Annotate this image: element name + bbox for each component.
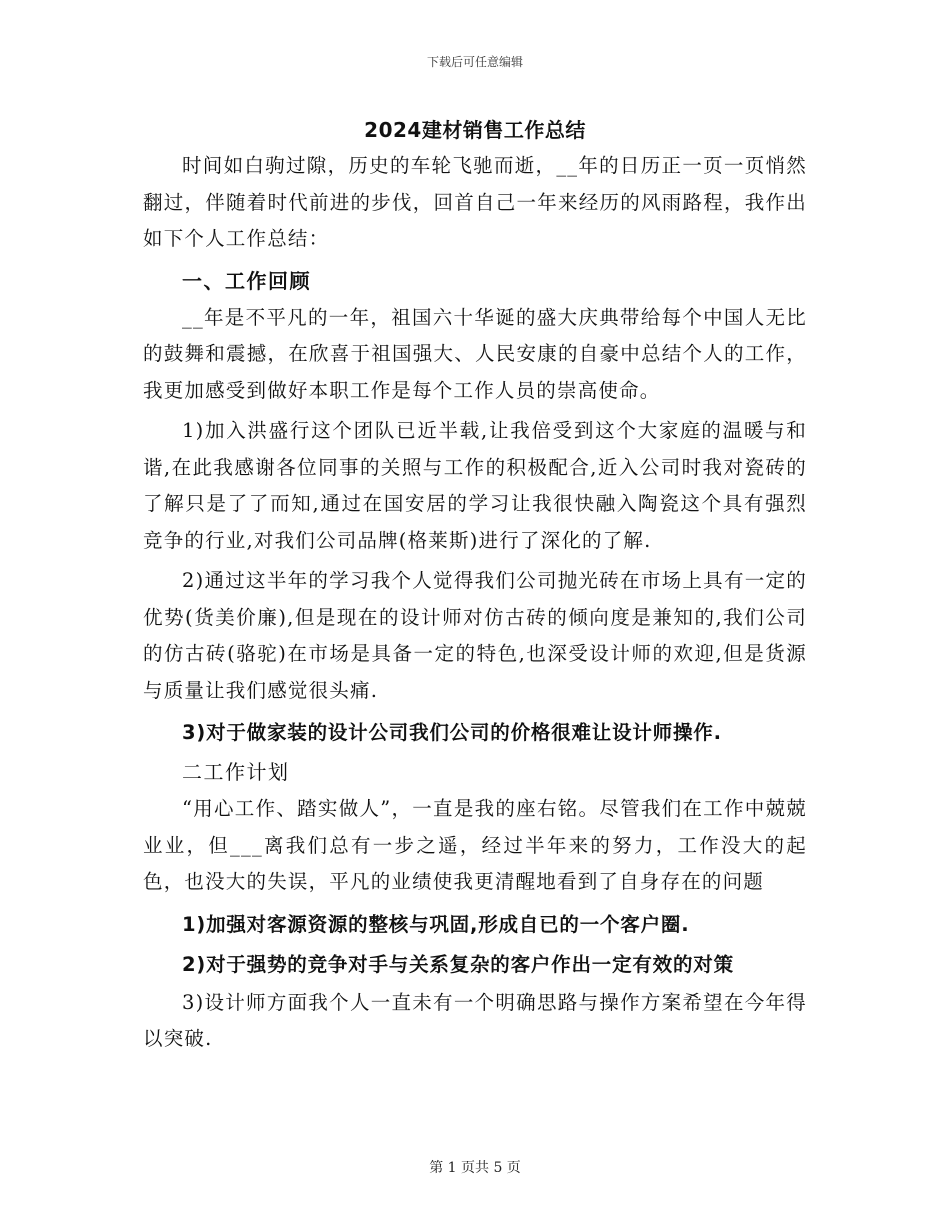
page-footer: 第 1 页共 5 页 [429,1160,521,1176]
review-paragraph: __年是不平凡的一年，祖国六十华诞的盛大庆典带给每个中国人无比的鼓舞和震撼，在欣喜于祖国强大、人民安康的自豪中总结个人的工作，我更加感受到做好本职工作是每个工作人员的崇高使命。 [143,305,807,402]
plan-item-3: 3)设计师方面我个人一直未有一个明确思路与操作方案希望在今年得以突破. [143,990,807,1050]
intro-paragraph: 时间如白驹过隙，历史的车轮飞驰而逝，__年的日历正一页一页悄然翻过，伴随着时代前进的步伐，回首自己一年来经历的风雨路程，我作出如下个人工作总结： [143,154,807,250]
page-header: 下载后可任意编辑 [426,55,523,69]
plan-item-1: 1)加强对客源资源的整核与巩固,形成自已的一个客户圈. [182,912,690,936]
review-item-1: 1)加入洪盛行这个团队已近半载,让我倍受到这个大家庭的温暖与和谐,在此我感谢各位同事的关照与工作的积极配合,近入公司时我对瓷砖的了解只是了了而知,通过在国安居的学习让我很快融入陶瓷这个具有强烈竞争的行业,对我们公司品牌(格莱斯)进行了深化的了解. [143,419,807,552]
section-heading-plan: 二工作计划 [182,760,290,784]
plan-paragraph: “用心工作、踏实做人”，一直是我的座右铭。尽管我们在工作中兢兢业业，但___离我们总有一步之遥，经过半年来的努力，工作没大的起色，也没大的失误，平凡的业绩使我更清醒地看到了自身存在的问题 [143,797,807,893]
document-body [143,148,807,1058]
review-item-2: 2)通过这半年的学习我个人觉得我们公司抛光砖在市场上具有一定的优势(货美价廉),但是现在的设计师对仿古砖的倾向度是兼知的,我们公司的仿古砖(骆驼)在市场是具备一定的特色,也深受设计师的欢迎,但是货源与质量让我们感觉很头痛. [143,569,807,702]
document-title: 2024建材销售工作总结 [364,118,586,142]
plan-item-2: 2)对于强势的竞争对手与关系复杂的客户作出一定有效的对策 [182,952,734,976]
review-item-3: 3)对于做家装的设计公司我们公司的价格很难让设计师操作. [182,721,722,744]
section-heading-review: 一、工作回顾 [182,268,311,293]
